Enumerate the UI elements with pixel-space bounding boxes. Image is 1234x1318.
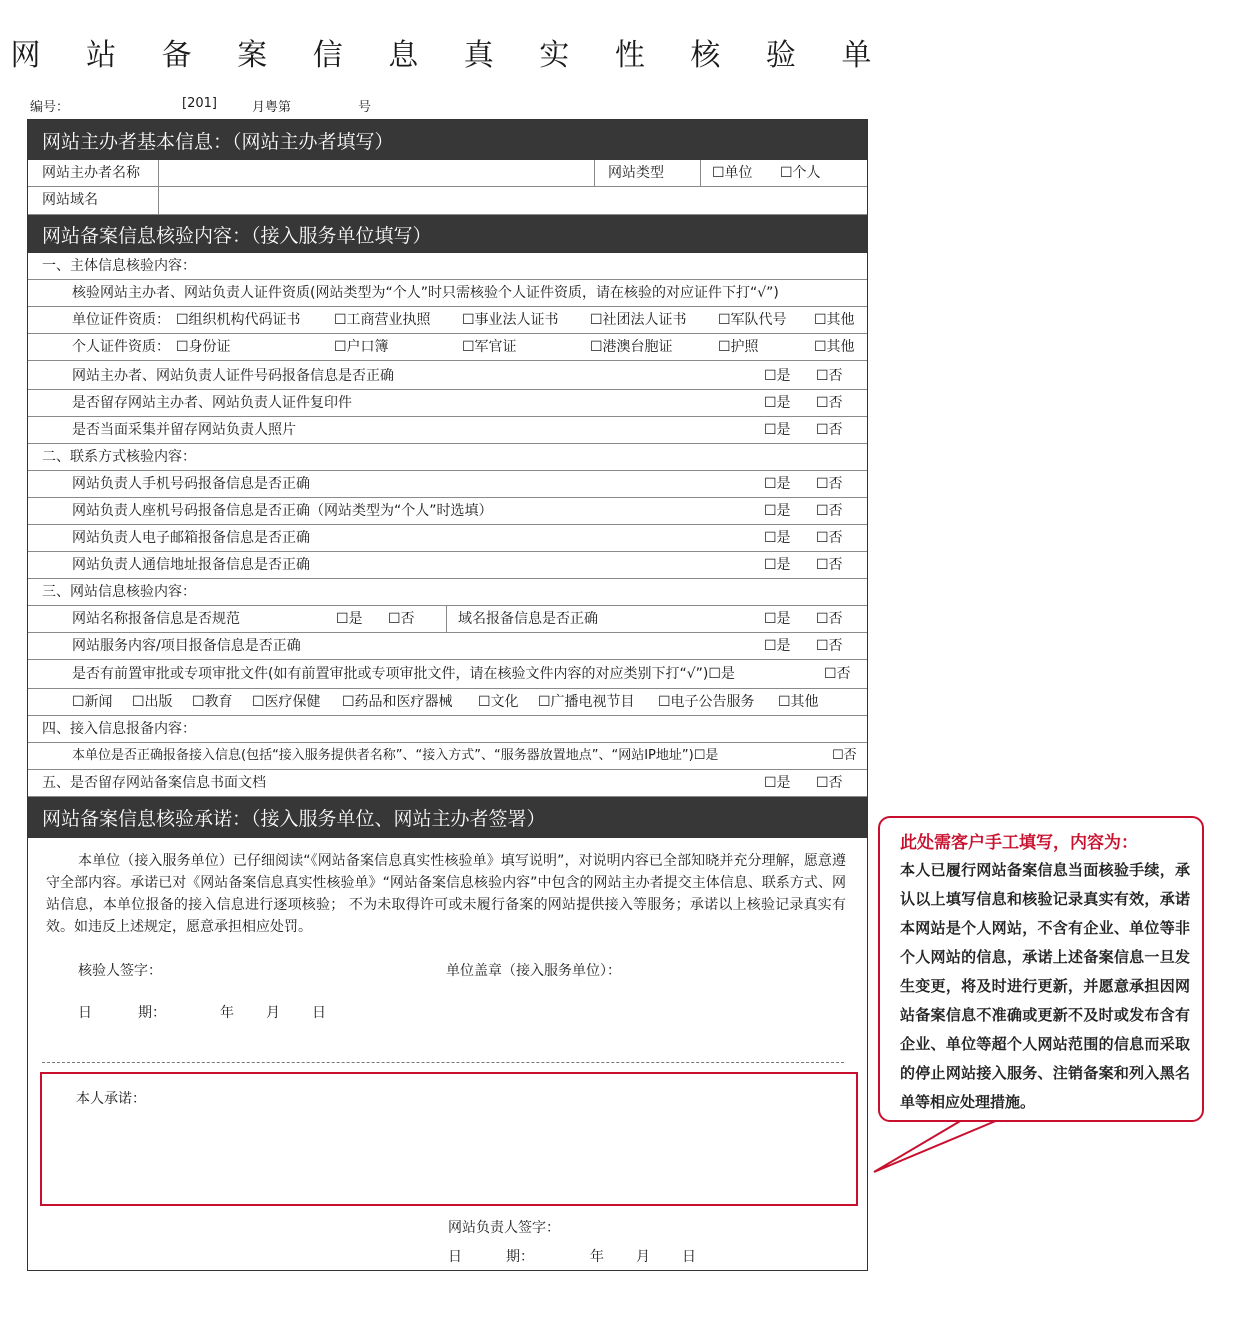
approval-news-checkbox[interactable]: ☐新闻 — [72, 694, 113, 710]
q10-yes-checkbox[interactable]: ☐是 — [764, 638, 791, 654]
approval-bbs-checkbox[interactable]: ☐电子公告服务 — [658, 694, 755, 710]
site-type-unit-checkbox[interactable]: ☐单位 — [712, 165, 753, 181]
row-q10 — [28, 633, 867, 660]
heading-archive: 五、是否留存网站备案信息书面文档 — [42, 775, 266, 791]
approval-other-checkbox[interactable]: ☐其他 — [778, 694, 819, 710]
row-approvals — [28, 689, 867, 716]
approval-publishing-checkbox[interactable]: ☐出版 — [132, 694, 173, 710]
q1-yes-checkbox[interactable]: ☐是 — [764, 368, 791, 384]
serial-month: 月粤第 — [252, 100, 292, 115]
row-q4 — [28, 471, 867, 498]
q6-text: 网站负责人电子邮箱报备信息是否正确 — [72, 530, 310, 546]
date-qi-label: 期： — [138, 1005, 166, 1021]
instruction-callout — [878, 816, 1204, 1122]
row-q8-q9 — [28, 606, 867, 633]
cert-social-org-checkbox[interactable]: ☐社团法人证书 — [590, 312, 687, 328]
q11-text: 是否有前置审批或专项审批文件(如有前置审批或专项审批文件，请在核验文件内容的对应类别下打“√”)☐是 — [72, 666, 735, 682]
row-q3 — [28, 417, 867, 444]
q8-text: 网站名称报备信息是否规范 — [72, 611, 240, 627]
row-h5 — [28, 770, 867, 797]
q2-text: 是否留存网站主办者、网站负责人证件复印件 — [72, 395, 352, 411]
owner-sign-label: 网站负责人签字： — [448, 1220, 560, 1236]
owner-date-qi-label: 期： — [506, 1249, 534, 1265]
q1-no-checkbox[interactable]: ☐否 — [816, 368, 843, 384]
approval-drugs-checkbox[interactable]: ☐药品和医疗器械 — [342, 694, 453, 710]
row-unit-certs — [28, 307, 867, 334]
serial-year: [201] — [182, 96, 217, 111]
cert-unit-other-checkbox[interactable]: ☐其他 — [814, 312, 855, 328]
cert-business-license-checkbox[interactable]: ☐工商营业执照 — [334, 312, 431, 328]
cert-note: 核验网站主办者、网站负责人证件资质(网站类型为“个人”时只需核验个人证件资质，请在核验的对应证件下打“√”) — [72, 285, 779, 301]
owner-date-year-label: 年 — [590, 1249, 604, 1265]
date-year-label: 年 — [220, 1005, 234, 1021]
archive-no-checkbox[interactable]: ☐否 — [816, 775, 843, 791]
cert-public-institution-checkbox[interactable]: ☐事业法人证书 — [462, 312, 559, 328]
row-cert-note — [28, 280, 867, 307]
serial-label: 编号： — [30, 100, 70, 115]
heading-access: 四、接入信息报备内容： — [42, 721, 196, 737]
row-domain — [28, 187, 867, 215]
row-q6 — [28, 525, 867, 552]
date-ri-label: 日 — [78, 1005, 92, 1021]
q6-yes-checkbox[interactable]: ☐是 — [764, 530, 791, 546]
row-q2 — [28, 390, 867, 417]
cert-person-other-checkbox[interactable]: ☐其他 — [814, 339, 855, 355]
heading-site: 三、网站信息核验内容： — [42, 584, 196, 600]
q7-no-checkbox[interactable]: ☐否 — [816, 557, 843, 573]
row-h3 — [28, 579, 867, 606]
q4-no-checkbox[interactable]: ☐否 — [816, 476, 843, 492]
q7-text: 网站负责人通信地址报备信息是否正确 — [72, 557, 310, 573]
owner-date-ri-label: 日 — [448, 1249, 462, 1265]
q1-text: 网站主办者、网站负责人证件号码报备信息是否正确 — [72, 368, 394, 384]
row-q5 — [28, 498, 867, 525]
q8-yes-checkbox[interactable]: ☐是 — [336, 611, 363, 627]
q4-yes-checkbox[interactable]: ☐是 — [764, 476, 791, 492]
row-q11 — [28, 660, 867, 689]
approval-medical-checkbox[interactable]: ☐医疗保健 — [252, 694, 321, 710]
site-type-person-checkbox[interactable]: ☐个人 — [780, 165, 821, 181]
unit-seal-label: 单位盖章（接入服务单位）： — [446, 963, 621, 979]
section-verify-header: 网站备案信息核验内容：（接入服务单位填写） — [28, 215, 867, 253]
heading-subject: 一、主体信息核验内容： — [42, 258, 196, 274]
site-type-label: 网站类型 — [608, 165, 664, 181]
row-q12 — [28, 743, 867, 770]
serial-suffix: 号 — [358, 100, 372, 115]
heading-contact: 二、联系方式核验内容： — [42, 449, 196, 465]
owner-date-month-label: 月 — [636, 1249, 650, 1265]
cert-military-code-checkbox[interactable]: ☐军队代号 — [718, 312, 787, 328]
callout-title: 此处需客户手工填写，内容为： — [900, 833, 1138, 853]
q9-yes-checkbox[interactable]: ☐是 — [764, 611, 791, 627]
archive-yes-checkbox[interactable]: ☐是 — [764, 775, 791, 791]
cert-passport-checkbox[interactable]: ☐护照 — [718, 339, 759, 355]
section-commit-header: 网站备案信息核验承诺：（接入服务单位、网站主办者签署） — [28, 797, 867, 838]
q9-text: 域名报备信息是否正确 — [458, 611, 598, 627]
q12-no-checkbox[interactable]: ☐否 — [832, 748, 857, 763]
q8-no-checkbox[interactable]: ☐否 — [388, 611, 415, 627]
q10-no-checkbox[interactable]: ☐否 — [816, 638, 843, 654]
q3-no-checkbox[interactable]: ☐否 — [816, 422, 843, 438]
sponsor-name-label: 网站主办者名称 — [42, 165, 140, 181]
q4-text: 网站负责人手机号码报备信息是否正确 — [72, 476, 310, 492]
callout-body: 本人已履行网站备案信息当面核验手续，承认以上填写信息和核验记录真实有效，承诺本网站是个人网站，不含有企业、单位等非个人网站的信息，承诺上述备案信息一旦发生变更，将及时进行更新，并愿意承担因网站备案信息不准确或更新不及时或发布含有企业、单位等超个人网站范围的信息而采取的停止网站接入服务、注销备案和列入黑名单等相应处理措施。 — [900, 861, 1190, 1111]
approval-culture-checkbox[interactable]: ☐文化 — [478, 694, 519, 710]
q6-no-checkbox[interactable]: ☐否 — [816, 530, 843, 546]
unit-certs-label: 单位证件资质： — [72, 312, 170, 328]
pledge-box[interactable] — [40, 1072, 858, 1206]
q7-yes-checkbox[interactable]: ☐是 — [764, 557, 791, 573]
cert-org-code-checkbox[interactable]: ☐组织机构代码证书 — [176, 312, 301, 328]
q2-no-checkbox[interactable]: ☐否 — [816, 395, 843, 411]
q5-no-checkbox[interactable]: ☐否 — [816, 503, 843, 519]
q5-yes-checkbox[interactable]: ☐是 — [764, 503, 791, 519]
row-q7 — [28, 552, 867, 579]
cert-hk-macau-tw-checkbox[interactable]: ☐港澳台胞证 — [590, 339, 673, 355]
q9-no-checkbox[interactable]: ☐否 — [816, 611, 843, 627]
domain-label: 网站域名 — [42, 192, 98, 208]
q2-yes-checkbox[interactable]: ☐是 — [764, 395, 791, 411]
row-h1 — [28, 253, 867, 280]
verifier-sign-label: 核验人签字： — [78, 963, 162, 979]
q10-text: 网站服务内容/项目报备信息是否正确 — [72, 638, 301, 654]
cert-household-checkbox[interactable]: ☐户口簿 — [334, 339, 389, 355]
person-certs-label: 个人证件资质： — [72, 339, 170, 355]
row-q1 — [28, 363, 867, 390]
cut-line — [42, 1062, 844, 1063]
pledge-label: 本人承诺： — [76, 1091, 146, 1107]
q3-yes-checkbox[interactable]: ☐是 — [764, 422, 791, 438]
approval-education-checkbox[interactable]: ☐教育 — [192, 694, 233, 710]
q3-text: 是否当面采集并留存网站负责人照片 — [72, 422, 296, 438]
q5-text: 网站负责人座机号码报备信息是否正确（网站类型为“个人”时选填） — [72, 503, 493, 519]
row-h4 — [28, 716, 867, 743]
approval-broadcast-checkbox[interactable]: ☐广播电视节目 — [538, 694, 635, 710]
date-month-label: 月 — [266, 1005, 280, 1021]
row-person-certs — [28, 334, 867, 361]
owner-date-day-label: 日 — [682, 1249, 696, 1265]
row-sponsor-name — [28, 160, 867, 187]
q11-no-checkbox[interactable]: ☐否 — [824, 666, 851, 682]
commitment-text: 本单位（接入服务单位）已仔细阅读“《网站备案信息真实性核验单》填写说明”，对说明内容已全部知晓并充分理解，愿意遵守全部内容。承诺已对《网站备案信息真实性核验单》“网站备案信息核验内容”中包含的网站主办者提交主体信息、联系方式、网站信息，本单位报备的接入信息进行逐项核验； 不为未取得许可或未履行备案的网站提供接入等服务；承诺以上核验记录真实有效。如违反上述规定，愿意承担相应处罚。 — [46, 853, 846, 935]
page-title: 网 站 备 案 信 息 真 实 性 核 验 单 — [10, 38, 890, 73]
date-day-label: 日 — [312, 1005, 326, 1021]
cert-officer-checkbox[interactable]: ☐军官证 — [462, 339, 517, 355]
q12-text: 本单位是否正确报备接入信息(包括“接入服务提供者名称”、“接入方式”、“服务器放置地点”、“网站IP地址”)☐是 — [72, 748, 719, 763]
cert-id-card-checkbox[interactable]: ☐身份证 — [176, 339, 231, 355]
row-h2 — [28, 444, 867, 471]
section-basic-header: 网站主办者基本信息：（网站主办者填写） — [28, 120, 867, 160]
